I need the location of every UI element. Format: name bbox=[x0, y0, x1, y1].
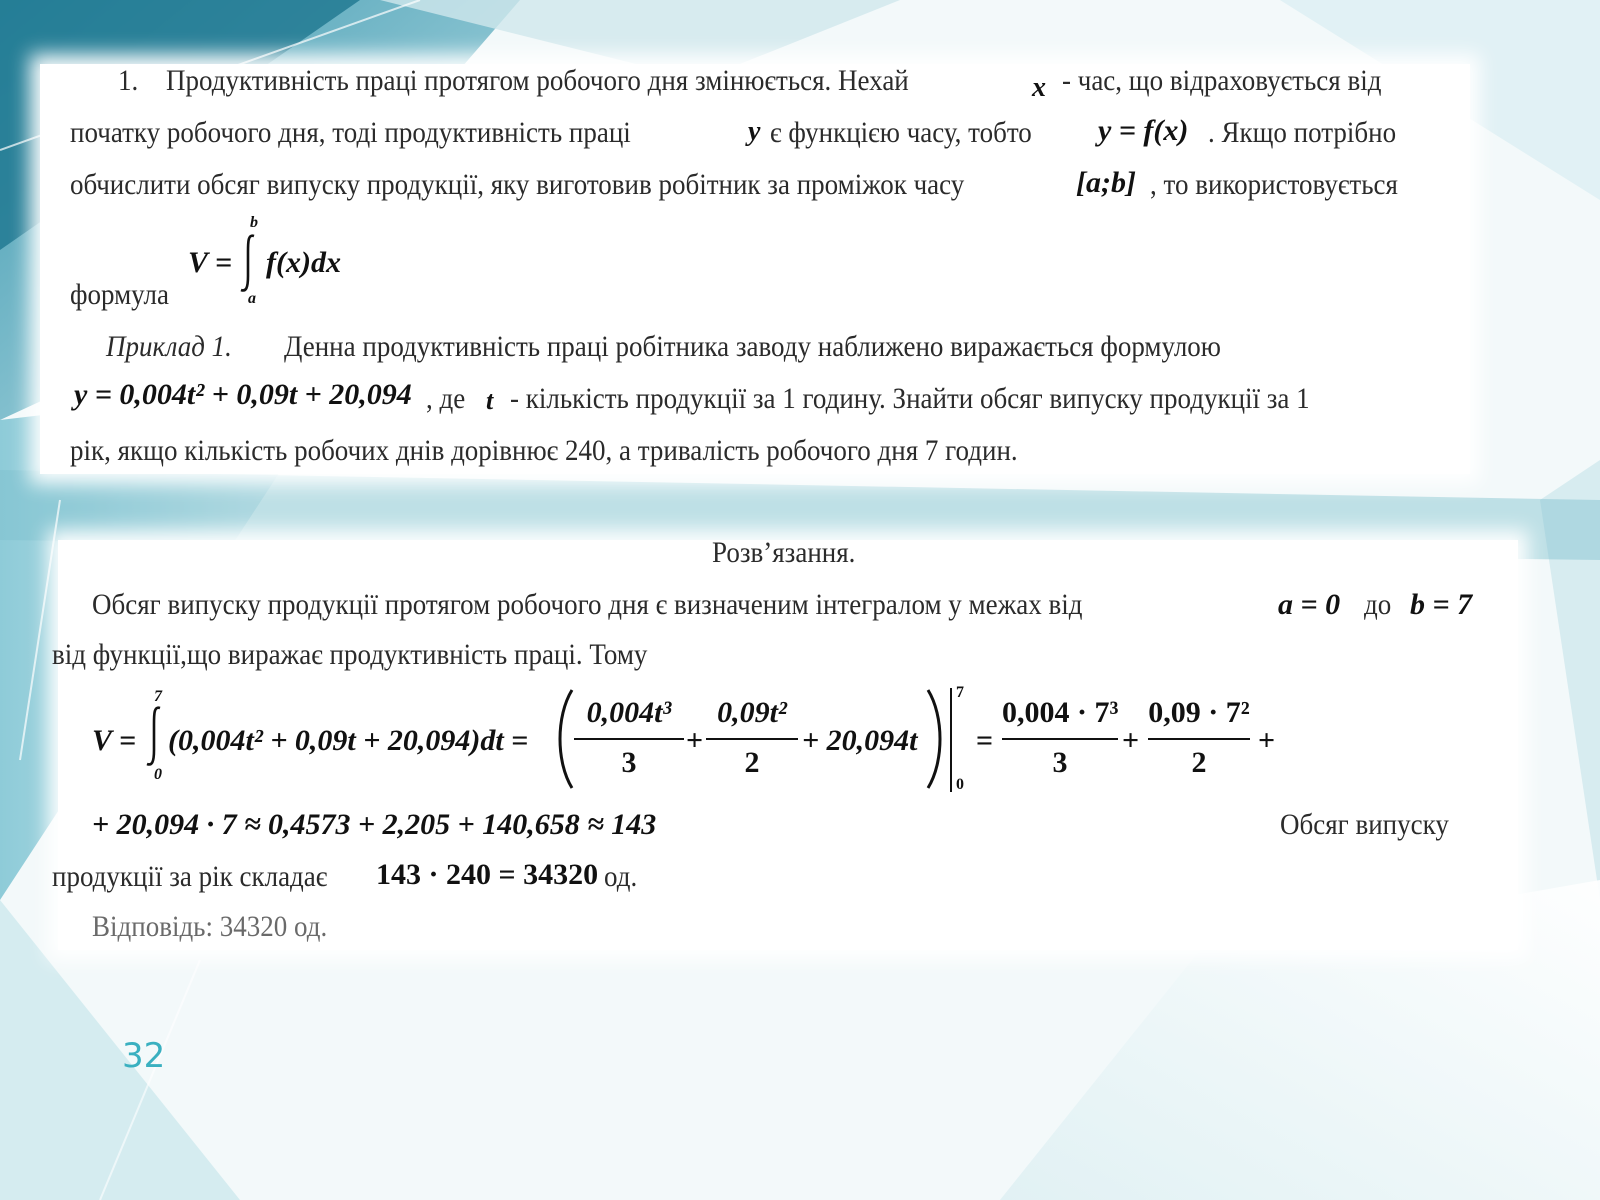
plus-2: + bbox=[1122, 724, 1140, 757]
limit-b: b = 7 bbox=[1410, 588, 1473, 621]
fraction2-denominator: 2 bbox=[744, 746, 760, 779]
plus-1: + bbox=[686, 724, 704, 757]
example-formula: y = 0,004t² + 0,09t + 20,094 bbox=[74, 378, 412, 411]
evaluation-bar bbox=[950, 688, 952, 792]
formula-integrand: f(x)dx bbox=[266, 246, 341, 279]
integral-upper-limit: 7 bbox=[154, 688, 162, 705]
var-t: t bbox=[486, 386, 494, 415]
left-paren bbox=[550, 686, 576, 792]
equals-sign: = bbox=[976, 724, 994, 757]
formula-upper-limit: b bbox=[250, 214, 258, 231]
problem-line1-a: Продуктивність праці протягом робочого дня змінюється. Нехай bbox=[166, 64, 909, 97]
fraction3-numerator: 0,004 · 7³ bbox=[1002, 696, 1119, 729]
year-line-b: од. bbox=[604, 860, 638, 893]
fraction2-numerator: 0,09t² bbox=[717, 696, 787, 729]
result-line: + 20,094 · 7 ≈ 0,4573 + 2,205 + 140,658 ≈ 143 bbox=[92, 808, 657, 841]
year-line-a: продукції за рік складає bbox=[52, 860, 328, 893]
fraction2-bar bbox=[706, 738, 798, 740]
formula-lhs: V = bbox=[188, 246, 233, 279]
limit-a: a = 0 bbox=[1278, 588, 1341, 621]
word-do: до bbox=[1364, 588, 1392, 621]
problem-line2-c: . Якщо потрібно bbox=[1208, 116, 1397, 149]
example-text-c: - кількість продукції за 1 годину. Знайти обсяг випуску продукції за 1 bbox=[510, 382, 1310, 415]
problem-line1-b: - час, що відраховується від bbox=[1062, 64, 1382, 97]
interval-ab: [a;b] bbox=[1076, 166, 1136, 199]
fraction3-bar bbox=[1002, 738, 1118, 740]
equation-y-fx: y = f(x) bbox=[1098, 114, 1189, 147]
example-label: Приклад 1. bbox=[106, 330, 232, 363]
example-text-d: рік, якщо кількість робочих днів дорівнює 240, а тривалість робочого дня 7 годин. bbox=[70, 434, 1018, 467]
problem-line2-b: є функцією часу, тобто bbox=[770, 116, 1032, 149]
term-20094t: + 20,094t bbox=[802, 724, 918, 757]
formula-word: формула bbox=[70, 278, 169, 311]
evaluation-upper: 7 bbox=[956, 684, 964, 701]
trailing-plus: + bbox=[1258, 724, 1276, 757]
fraction4-numerator: 0,09 · 7² bbox=[1148, 696, 1250, 729]
evaluation-lower: 0 bbox=[956, 776, 964, 793]
fraction1-numerator: 0,004t³ bbox=[586, 696, 672, 729]
problem-line3-a: обчислити обсяг випуску продукції, яку виготовив робітник за проміжок часу bbox=[70, 168, 965, 201]
result-line-tail: Обсяг випуску bbox=[1280, 808, 1449, 841]
var-x: x bbox=[1032, 72, 1046, 103]
solution-title: Розв’язання. bbox=[712, 536, 856, 569]
integral-lower-limit: 0 bbox=[154, 766, 162, 783]
integral-lhs: V = bbox=[92, 724, 137, 757]
solution-line2: від функції,що виражає продуктивність праці. Тому bbox=[52, 638, 648, 671]
solution-line1-a: Обсяг випуску продукції протягом робочого дня є визначеним інтегралом у межах від bbox=[92, 588, 1083, 621]
right-paren bbox=[924, 686, 950, 792]
formula-lower-limit: a bbox=[248, 290, 256, 307]
fraction1-denominator: 3 bbox=[621, 746, 637, 779]
page-number: 32 bbox=[122, 1036, 166, 1076]
problem-line3-b: , то використовується bbox=[1150, 168, 1398, 201]
integral-sign-2 bbox=[142, 704, 166, 770]
var-y: y bbox=[748, 116, 761, 147]
problem-line2-a: початку робочого дня, тоді продуктивність праці bbox=[70, 116, 631, 149]
integral-body: (0,004t² + 0,09t + 20,094)dt = bbox=[168, 724, 529, 757]
solution-card bbox=[52, 536, 1518, 950]
fraction4-denominator: 2 bbox=[1191, 746, 1207, 779]
year-formula: 143 · 240 = 34320 bbox=[376, 858, 599, 891]
problem-number: 1. bbox=[118, 64, 139, 97]
fraction4-bar bbox=[1148, 738, 1250, 740]
integral-sign bbox=[236, 232, 260, 296]
problem-card bbox=[40, 64, 1470, 474]
example-text-b: , де bbox=[426, 382, 466, 415]
fraction1-bar bbox=[574, 738, 684, 740]
fraction3-denominator: 3 bbox=[1052, 746, 1068, 779]
answer-line: Відповідь: 34320 од. bbox=[92, 910, 328, 943]
example-text-a: Денна продуктивність праці робітника заводу наближено виражається формулою bbox=[284, 330, 1221, 363]
